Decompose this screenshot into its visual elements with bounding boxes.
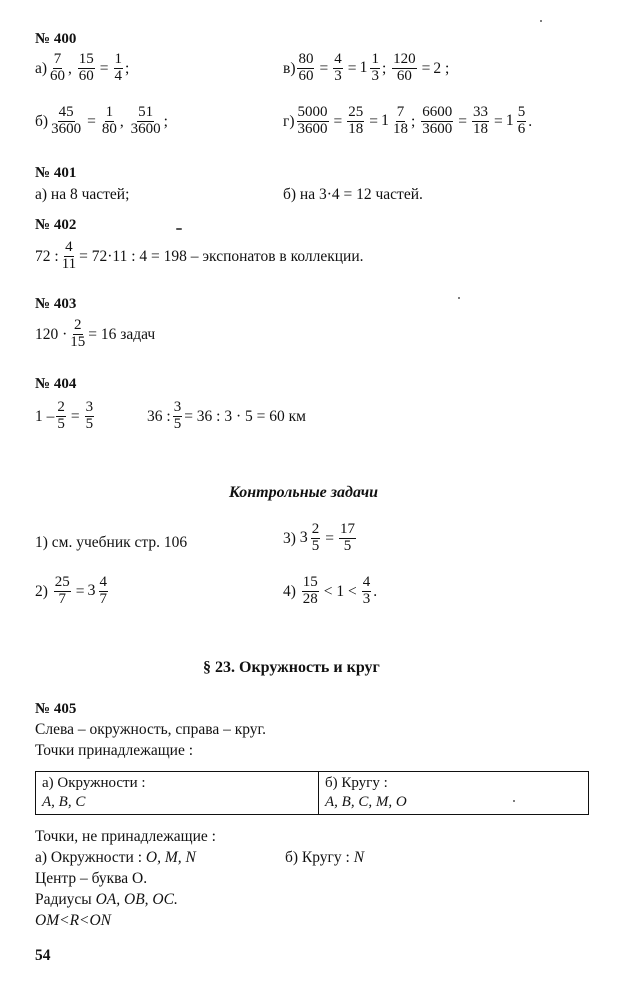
control-item-1: 1) см. учебник стр. 106 [35,534,188,551]
result: 2 [433,59,442,77]
task-405-line4a [35,850,196,866]
fraction: 15 28 [302,574,318,607]
section-title: § 23. Окружность и круг [203,659,380,676]
task-404-title: № 404 [35,376,77,392]
task-403-title: № 403 [35,296,77,312]
fraction: $\frac{5000}{3600}$ [297,104,328,137]
mixed-number: 3 4 7 [87,574,108,607]
page-number: 54 [35,947,51,964]
lead: 72 : [35,247,59,265]
task-400-a: а) 7 60 , $\frac{15}{60}$ = $\frac{1}{4}$ ; [35,51,130,84]
fraction: $\frac{2}{5}$ [57,399,65,432]
table-values-circle: A, B, C [42,794,86,810]
control-title: Контрольные задачи [229,484,379,501]
fraction: $\frac{4}{11}$ [61,239,77,272]
task-400-v: в) $\frac{80}{60}$ = $\frac{4}{3}$ = 1 1 3 ; $\frac{120}{60}$ = 2 ; [283,51,450,84]
task-405-line1: Слева – окружность, справа – круг. [35,721,267,738]
task-404-eq1: 1 – $\frac{2}{5}$ = $\frac{3}{5}$ [35,399,94,432]
fraction: 51 3600 [130,104,161,137]
mixed-number: 1 5 6 [505,104,526,137]
task-400-g: г) $\frac{5000}{3600}$ = $\frac{25}{18}$ = 1 7 18 ; $\frac{6600}{3600}$ = $\frac{33}{18}$ = 1 5 6 . [283,104,533,137]
task-402-equation [35,240,364,273]
label-g: г) [283,112,295,130]
fraction: $\frac{80}{60}$ [298,51,314,84]
table-header-disk: б) Кругу : [325,775,388,791]
fraction: $\frac{15}{60}$ [78,51,94,84]
scan-speck [540,20,542,22]
table-values-disk: A, B, C, M, O [325,794,407,810]
fraction: $\frac{25}{7}$ [54,574,70,607]
fraction: $\frac{2}{15}$ [70,317,86,350]
label: а) Окружности : [35,849,143,866]
task-402-title: № 402 [35,217,77,233]
task-403-equation [35,318,155,351]
rest: = 72·11 : 4 = 198 – экспонатов в коллекции. [79,247,364,265]
mixed-number: 1 1 3 [359,51,379,84]
scan-speck [513,800,515,802]
fraction: $\frac{1}{4}$ [114,51,123,84]
label: 2) [35,582,48,600]
task-405-line4b [285,850,364,866]
lead: 36 : [147,407,171,425]
table-cell-circle [36,772,319,814]
rest: = 16 задач [88,325,156,343]
label: б) Кругу : [285,849,350,866]
lead: 1 – [35,407,55,425]
table-header-circle: а) Окружности : [42,775,146,791]
task-404-eq2 [147,400,306,433]
fraction: $\frac{4}{3}$ [334,51,342,84]
label-b: б) [35,112,49,130]
fraction: $\frac{17}{5}$ [340,521,356,554]
mixed-number: 1 7 18 [381,104,409,137]
task-405-line6 [35,892,178,908]
task-401-a: а) на 8 частей; [35,186,130,203]
label: 3) [283,529,296,547]
fraction: 4 3 [362,574,371,607]
fraction: 7 60 [50,51,66,84]
label-a: а) [35,59,48,77]
control-item-3: 3) 3 2 5 = $\frac{17}{5}$ [283,521,356,554]
fraction: $\frac{3}{5}$ [85,399,94,432]
comparison: < 1 < [323,582,357,600]
mixed-number: 3 2 5 [299,521,320,554]
task-401-b: б) на 3·4 = 12 частей. [283,186,423,203]
fraction: $\frac{6600}{3600}$ [422,104,453,137]
control-item-2: 2) $\frac{25}{7}$ = 3 4 7 [35,575,110,608]
fraction: $\frac{3}{5}$ [173,399,182,432]
values: N [353,849,365,866]
points-table [35,771,589,815]
control-item-4: 4) 15 28 < 1 < 4 3 . [283,574,378,607]
task-400-b: б) $\frac{45}{3600}$ = $\frac{1}{80}$ , 51 3600 ; [35,104,168,137]
values: O, M, N [145,849,196,866]
task-405-line2: Точки принадлежащие : [35,742,194,759]
task-405-line3: Точки, не принадлежащие : [35,828,216,845]
fraction: $\frac{1}{80}$ [101,104,117,137]
task-405-title: № 405 [35,701,77,717]
fraction: $\frac{33}{18}$ [472,104,488,137]
scan-speck [176,228,182,230]
values: OA, OB, OC. [95,891,178,908]
label: Радиусы [35,891,92,908]
task-405-line7: OM<R<ON [35,912,112,929]
table-cell-disk [319,772,413,814]
label: 4) [283,582,296,600]
task-400-title: № 400 [35,31,77,47]
fraction: $\frac{45}{3600}$ [51,104,82,137]
label-v: в) [283,59,296,77]
fraction: $\frac{25}{18}$ [348,104,364,137]
task-405-line5: Центр – буква О. [35,870,148,887]
rest: = 36 : 3 · 5 = 60 км [184,407,306,425]
lead: 120 · [35,325,68,343]
task-401-title: № 401 [35,165,77,181]
fraction: $\frac{120}{60}$ [393,51,416,84]
scan-speck [458,297,460,299]
